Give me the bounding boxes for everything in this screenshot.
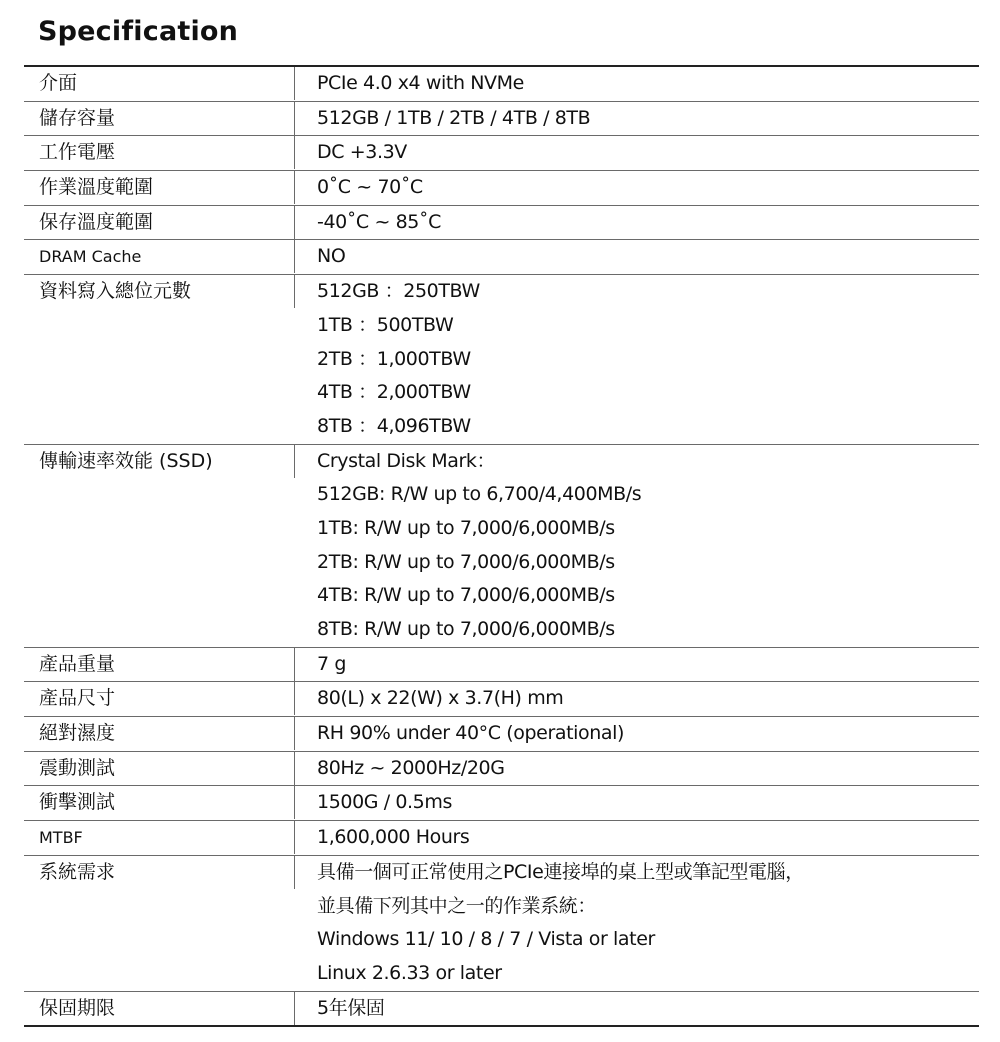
spec-row (24, 785, 979, 820)
spec-value: DC +3.3V (317, 141, 407, 164)
spec-values (295, 240, 979, 274)
spec-row (24, 135, 979, 170)
spec-values (295, 752, 979, 786)
spec-values (295, 171, 979, 205)
spec-values (295, 856, 979, 991)
spec-row (24, 274, 979, 443)
spec-value: NO (317, 245, 346, 268)
spec-label: MTBF (24, 821, 295, 854)
spec-label: 衝擊測試 (24, 786, 295, 819)
spec-value: 並具備下列其中之一的作業系統： (317, 894, 597, 917)
spec-value: 1TB: R/W up to 7,000/6,000MB/s (317, 516, 615, 539)
spec-value: 2TB: R/W up to 7,000/6,000MB/s (317, 550, 615, 573)
spec-value: -40˚C ~ 85˚C (317, 210, 441, 233)
spec-value: Crystal Disk Mark： (317, 449, 496, 472)
spec-values (295, 275, 979, 443)
spec-value: PCIe 4.0 x4 with NVMe (317, 72, 524, 94)
spec-label: 儲存容量 (24, 102, 295, 135)
page-title: Specification (38, 16, 239, 47)
spec-values (295, 717, 979, 751)
spec-value: 8TB: R/W up to 7,000/6,000MB/s (317, 618, 615, 640)
spec-values (295, 682, 979, 716)
spec-label: 傳輸速率效能 (SSD) (24, 445, 295, 478)
spec-value: RH 90% under 40°C (operational) (317, 722, 625, 745)
spec-row (24, 170, 979, 205)
spec-value: 0˚C ~ 70˚C (317, 176, 423, 199)
spec-row (24, 820, 979, 855)
spec-value: 2TB ：1,000TBW (317, 347, 471, 370)
spec-row (24, 67, 979, 101)
spec-label: DRAM Cache (24, 240, 295, 273)
spec-label: 產品尺寸 (24, 682, 295, 715)
spec-value: Windows 11/ 10 / 8 / 7 / Vista or later (317, 928, 655, 951)
spec-table (24, 65, 979, 1027)
spec-values (295, 786, 979, 820)
spec-values (295, 136, 979, 170)
spec-row (24, 751, 979, 786)
spec-value: 80(L) x 22(W) x 3.7(H) mm (317, 687, 564, 710)
spec-value: 4TB ：2,000TBW (317, 381, 471, 404)
spec-values (295, 821, 979, 855)
spec-row (24, 647, 979, 682)
spec-label: 介面 (24, 67, 295, 100)
spec-label: 震動測試 (24, 752, 295, 785)
spec-label: 資料寫入總位元數 (24, 275, 295, 308)
spec-label: 保固期限 (24, 992, 295, 1025)
spec-value: 5年保固 (317, 996, 385, 1019)
spec-value: 1,600,000 Hours (317, 826, 470, 849)
spec-value: 512GB / 1TB / 2TB / 4TB / 8TB (317, 106, 591, 129)
spec-value: Linux 2.6.33 or later (317, 961, 502, 984)
spec-label: 作業溫度範圍 (24, 171, 295, 204)
spec-row (24, 444, 979, 647)
spec-label: 絕對濕度 (24, 717, 295, 750)
spec-value: 具備一個可正常使用之PCIe連接埠的桌上型或筆記型電腦， (317, 860, 804, 883)
spec-value: 1500G / 0.5ms (317, 791, 452, 814)
spec-values (295, 648, 979, 682)
spec-label: 產品重量 (24, 648, 295, 681)
spec-row (24, 205, 979, 240)
spec-label: 工作電壓 (24, 136, 295, 169)
spec-row (24, 101, 979, 136)
spec-label: 保存溫度範圍 (24, 206, 295, 239)
spec-values (295, 992, 979, 1026)
spec-value: 8TB ：4,096TBW (317, 414, 471, 437)
spec-row (24, 991, 979, 1026)
spec-value: 512GB ：250TBW (317, 280, 480, 303)
spec-values (295, 445, 979, 647)
spec-value: 4TB: R/W up to 7,000/6,000MB/s (317, 584, 615, 607)
spec-value: 512GB: R/W up to 6,700/4,400MB/s (317, 483, 642, 506)
spec-values (295, 206, 979, 240)
spec-value: 1TB ：500TBW (317, 313, 454, 336)
spec-row (24, 239, 979, 274)
spec-value: 80Hz ~ 2000Hz/20G (317, 756, 505, 779)
spec-row (24, 716, 979, 751)
spec-values (295, 67, 979, 101)
spec-value: 7 g (317, 652, 346, 675)
spec-row (24, 855, 979, 991)
spec-values (295, 102, 979, 136)
spec-row (24, 681, 979, 716)
spec-label: 系統需求 (24, 856, 295, 889)
